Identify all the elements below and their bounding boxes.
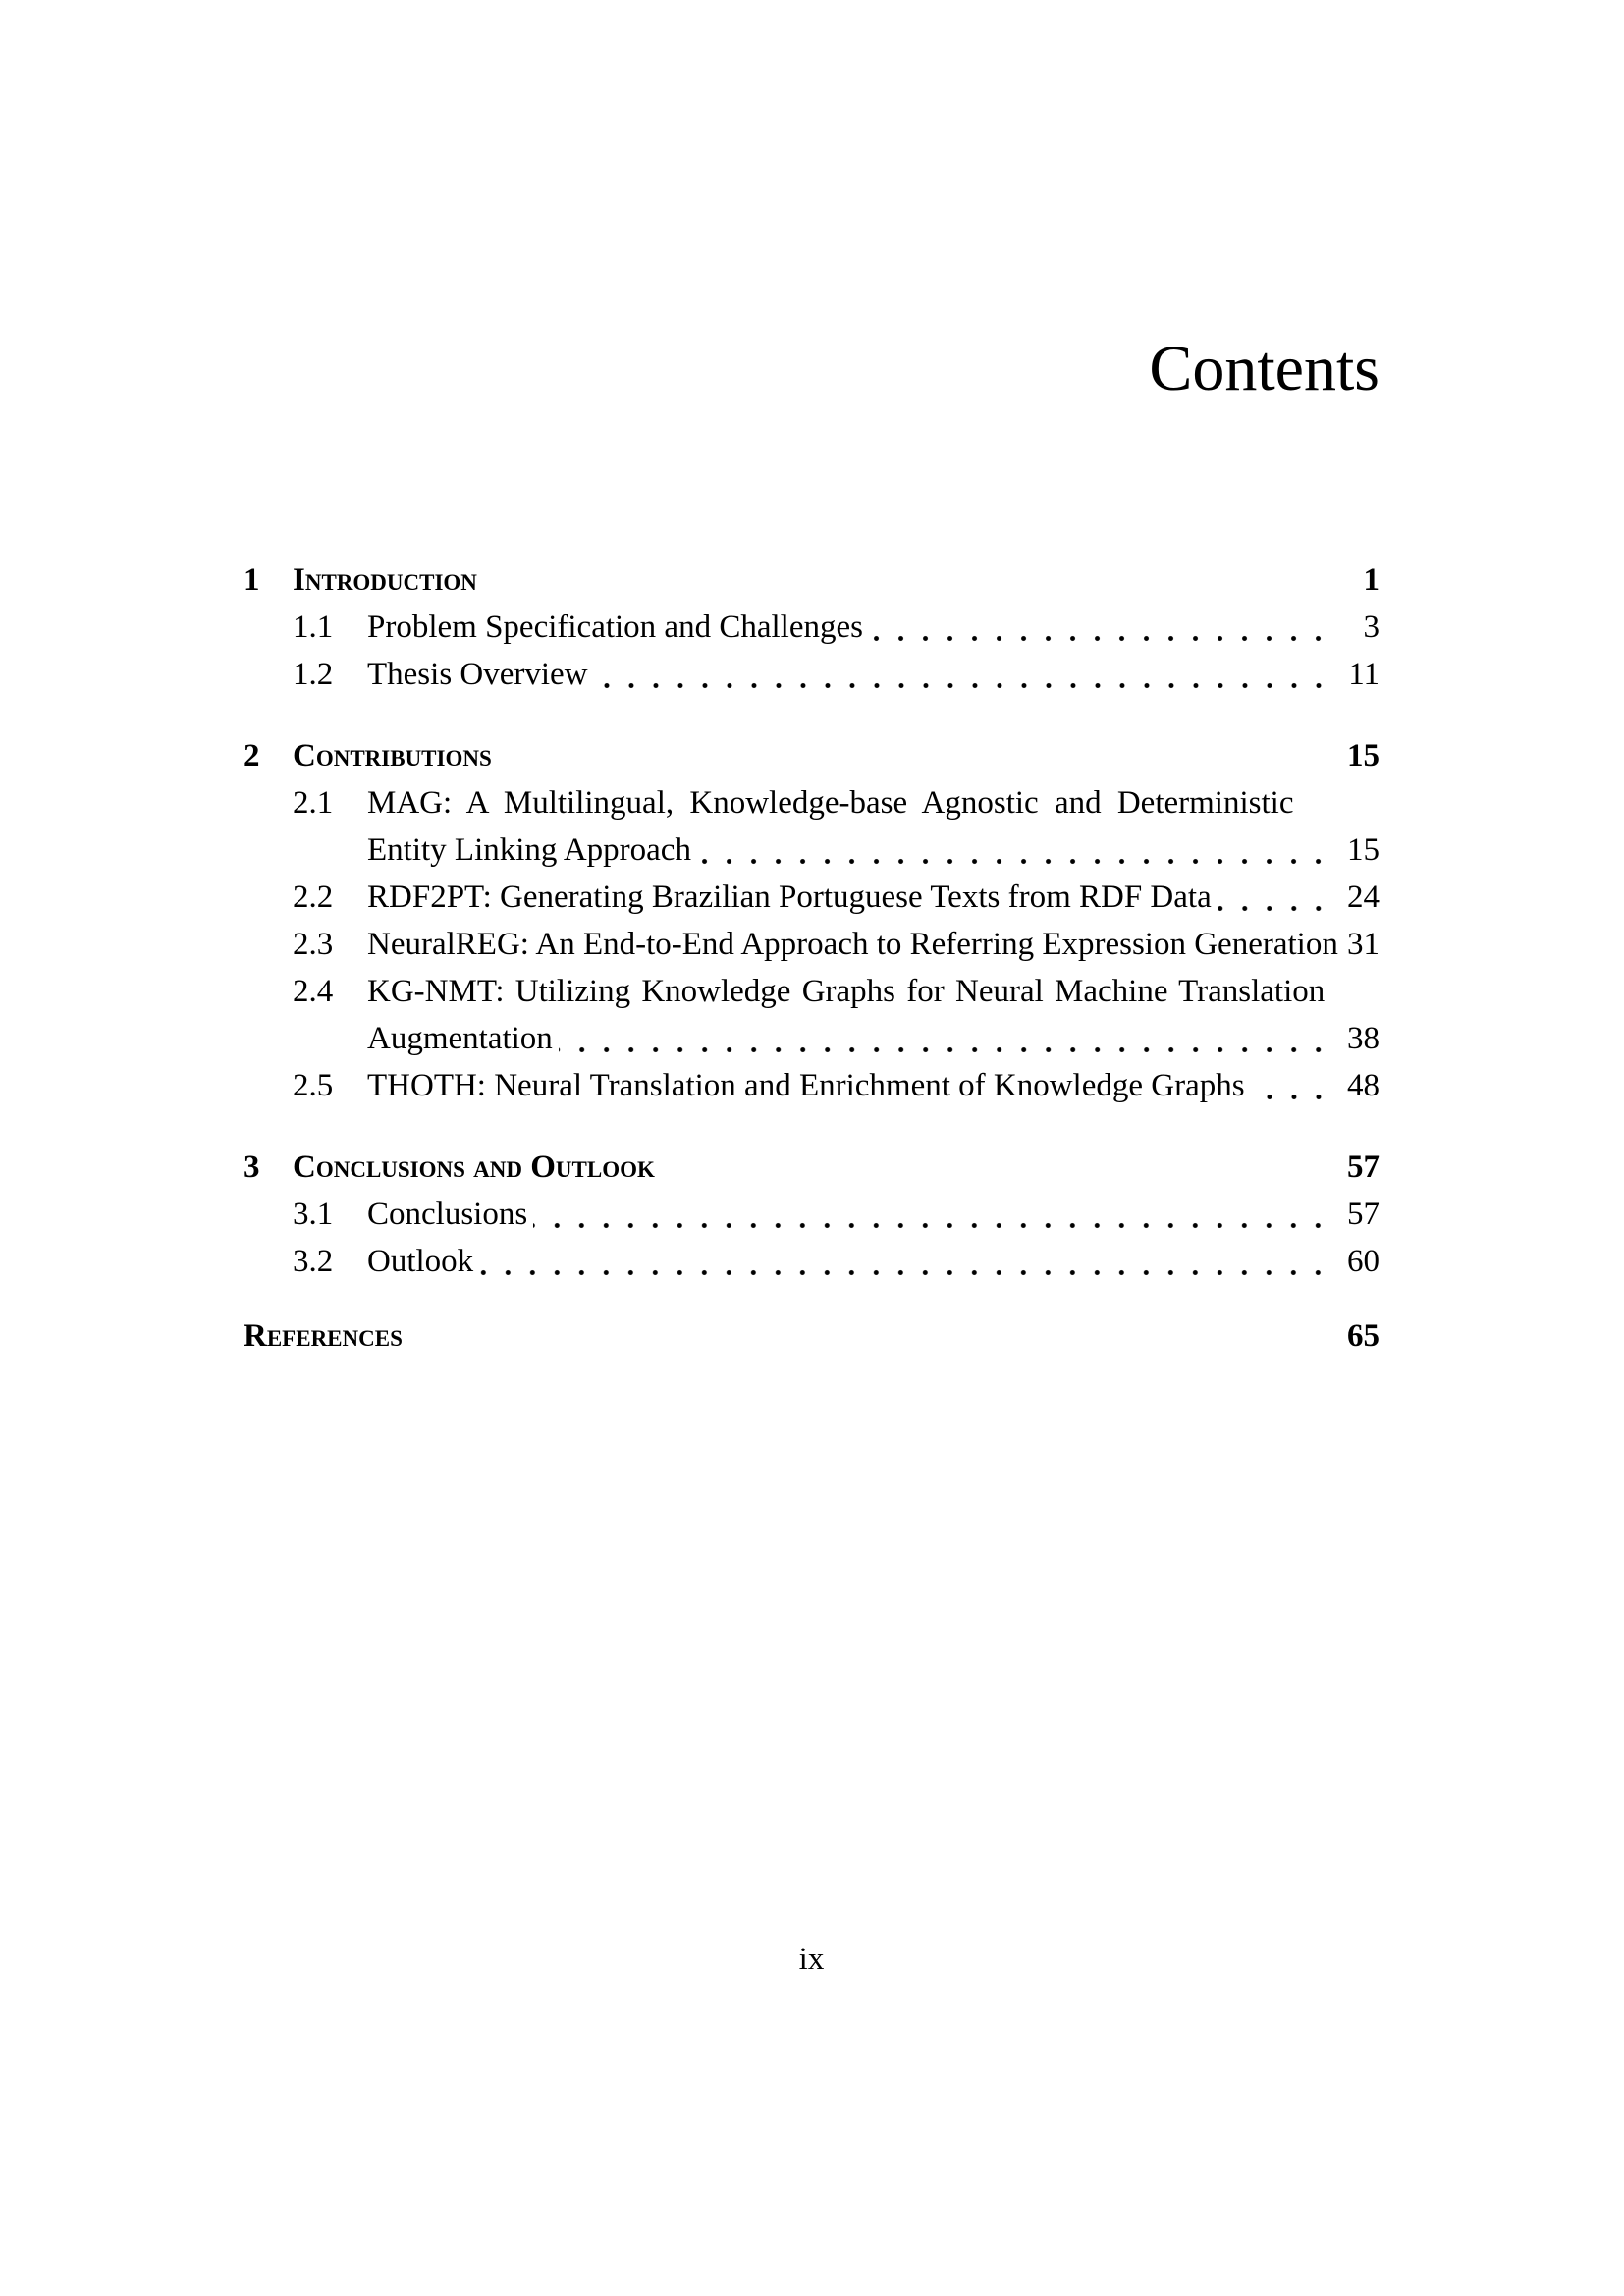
section-title-line-1: MAG: A Multilingual, Knowledge-base Agnostic and Deterministic <box>367 785 1294 821</box>
section-body <box>367 779 1380 874</box>
chapter-number: 3 <box>244 1149 260 1185</box>
toc-section-entry-3-2[interactable] <box>244 1238 1380 1285</box>
section-number: 1.1 <box>293 610 334 645</box>
toc-references-entry[interactable] <box>244 1312 1380 1360</box>
section-title-line-1: KG-NMT: Utilizing Knowledge Graphs for Neural Machine Translation <box>367 974 1326 1009</box>
chapter-title: Introduction <box>293 562 477 598</box>
section-title: RDF2PT: Generating Brazilian Portuguese Texts from RDF Data <box>367 880 1212 915</box>
toc-section-entry-1-2[interactable] <box>244 651 1380 698</box>
toc-section-entry-2-3[interactable] <box>244 921 1380 968</box>
section-number: 3.1 <box>293 1197 334 1232</box>
toc-section-entry-3-1[interactable] <box>244 1191 1380 1238</box>
dot-leader <box>594 651 1330 698</box>
chapter-title: Contributions <box>293 738 492 774</box>
dot-leader <box>559 1015 1330 1062</box>
chapter-number: 1 <box>244 562 260 598</box>
toc-section-entry-2-1[interactable] <box>244 779 1380 874</box>
toc-chapter-entry-3[interactable] <box>244 1144 1380 1191</box>
section-page-number: 15 <box>1347 832 1380 868</box>
section-number: 2.2 <box>293 880 334 915</box>
toc-chapter-entry-2[interactable] <box>244 732 1380 779</box>
section-number: 2.1 <box>293 785 334 821</box>
toc-section-entry-2-2[interactable] <box>244 874 1380 921</box>
toc-section-entry-2-4[interactable] <box>244 968 1380 1062</box>
references-page-number: 65 <box>1347 1318 1380 1354</box>
section-title-continuation <box>367 827 1380 874</box>
table-of-contents <box>244 557 1380 1360</box>
section-title: Problem Specification and Challenges <box>367 610 863 645</box>
section-title: NeuralREG: An End-to-End Approach to Referring Expression Generation <box>367 927 1338 962</box>
section-number: 3.2 <box>293 1244 334 1279</box>
section-page-number: 60 <box>1347 1244 1380 1279</box>
chapter-page-number: 1 <box>1363 562 1380 598</box>
toc-section-entry-2-5[interactable] <box>244 1062 1380 1109</box>
toc-section-entry-1-1[interactable] <box>244 604 1380 651</box>
section-page-number: 31 <box>1347 927 1380 962</box>
chapter-page-number: 15 <box>1347 738 1380 774</box>
references-title: References <box>244 1318 403 1354</box>
section-number: 1.2 <box>293 657 334 692</box>
page-title: Contents <box>1149 333 1380 404</box>
section-title-line-2: Entity Linking Approach <box>367 832 691 868</box>
toc-chapter-entry-1[interactable] <box>244 557 1380 604</box>
chapter-page-number: 57 <box>1347 1149 1380 1185</box>
section-page-number: 38 <box>1347 1021 1380 1056</box>
section-page-number: 48 <box>1347 1068 1380 1103</box>
dot-leader <box>869 604 1330 651</box>
dot-leader <box>1251 1062 1330 1109</box>
section-title-continuation <box>367 1015 1380 1062</box>
section-page-number: 24 <box>1347 880 1380 915</box>
section-title-line-2: Augmentation <box>367 1021 553 1056</box>
section-title: Conclusions <box>367 1197 528 1232</box>
dot-leader <box>479 1238 1330 1285</box>
footer-page-number: ix <box>798 1942 825 1977</box>
section-page-number: 3 <box>1363 610 1380 645</box>
section-title: THOTH: Neural Translation and Enrichment of Knowledge Graphs <box>367 1068 1245 1103</box>
section-number: 2.5 <box>293 1068 334 1103</box>
dot-leader <box>533 1191 1330 1238</box>
dot-leader <box>697 827 1330 874</box>
chapter-title: Conclusions and Outlook <box>293 1149 655 1185</box>
section-number: 2.4 <box>293 974 334 1009</box>
chapter-number: 2 <box>244 738 260 774</box>
section-title: Outlook <box>367 1244 474 1279</box>
text-block <box>244 333 1380 1360</box>
section-page-number: 11 <box>1348 657 1380 692</box>
dot-leader <box>1218 874 1330 921</box>
section-page-number: 57 <box>1347 1197 1380 1232</box>
section-body <box>367 968 1380 1062</box>
section-title: Thesis Overview <box>367 657 588 692</box>
section-number: 2.3 <box>293 927 334 962</box>
